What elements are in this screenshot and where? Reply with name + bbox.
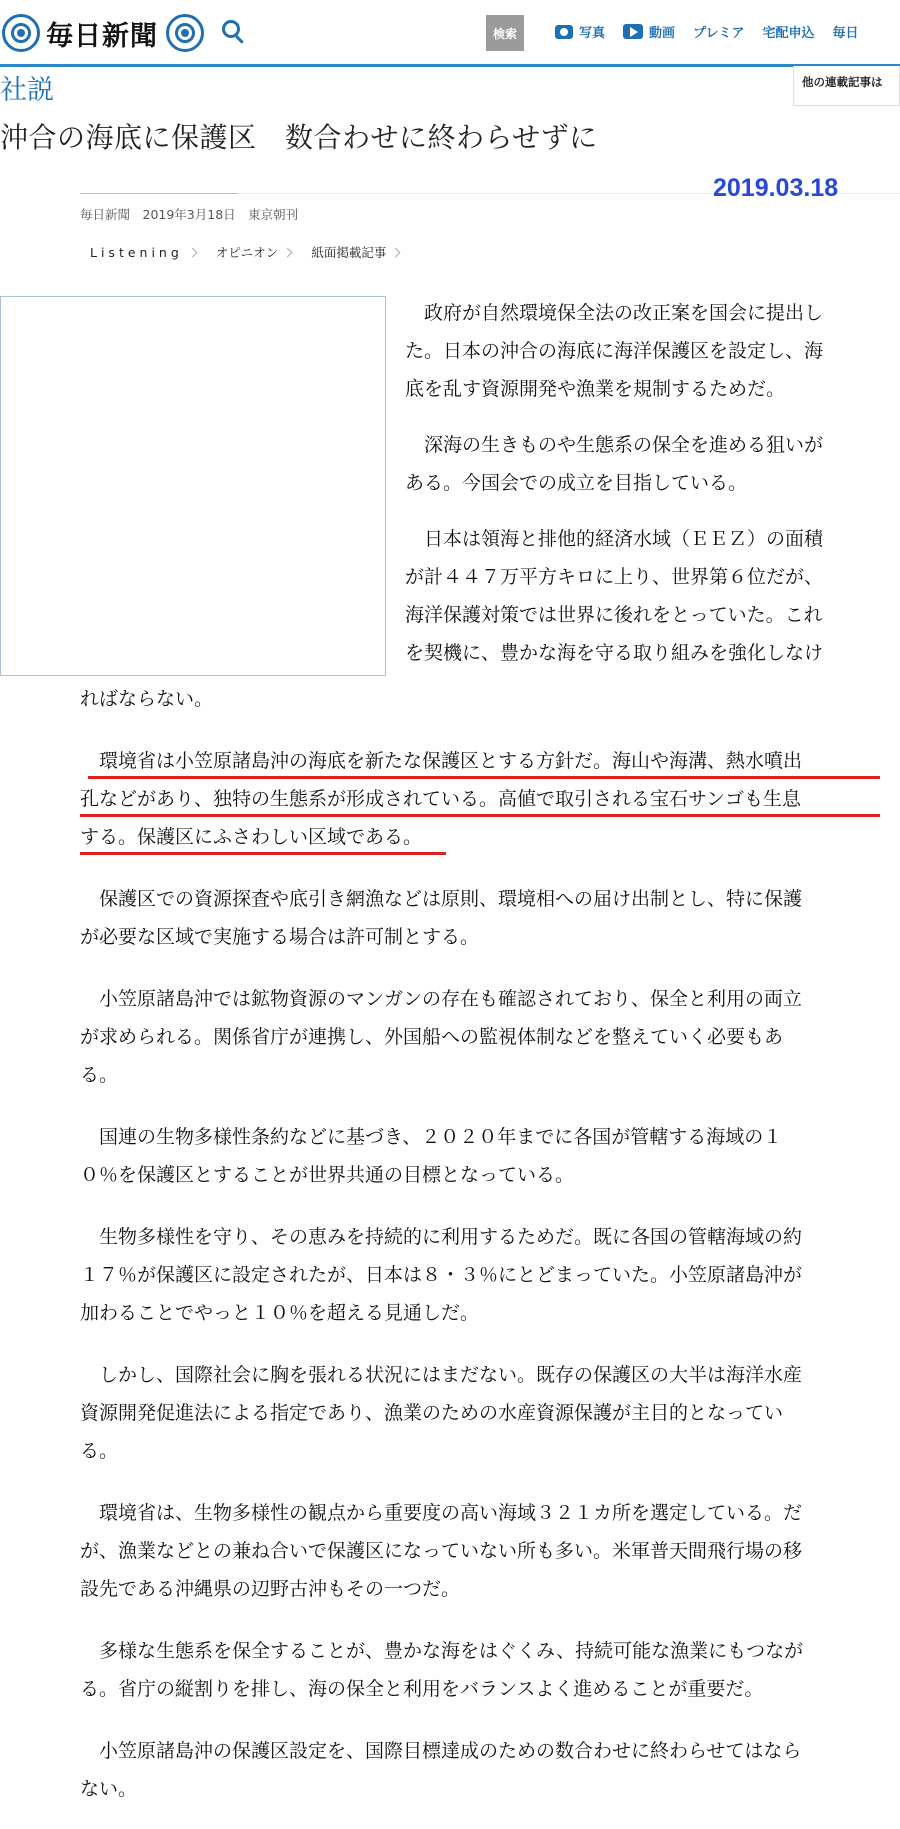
nav-photo-label: 写真 bbox=[579, 26, 606, 41]
tag-print[interactable] bbox=[311, 243, 399, 261]
article-title: 沖合の海底に保護区 数合わせに終わらせずに bbox=[0, 121, 598, 154]
nav-premier[interactable] bbox=[693, 22, 744, 41]
tag-opinion-label: オピニオン bbox=[215, 245, 279, 260]
highlight-underline bbox=[80, 814, 880, 817]
chevron-right-icon bbox=[391, 247, 401, 257]
logo-text: 毎日新聞 bbox=[46, 20, 158, 52]
paragraph-line: を契機に、豊かな海を守る取り組みを強化しなけ bbox=[405, 642, 824, 664]
paragraph-line: 深海の生きものや生態系の保全を進める狙いが bbox=[405, 434, 824, 456]
paragraph-line: 加わることでやっと１０％を超える見通しだ。 bbox=[80, 1302, 480, 1324]
paragraph-line: １７％が保護区に設定されたが、日本は８・３％にとどまっていた。小笠原諸島沖が bbox=[80, 1264, 803, 1286]
nav-photo[interactable] bbox=[555, 22, 605, 41]
tag-opinion[interactable] bbox=[216, 243, 292, 261]
paragraph-line: た。日本の沖合の海底に海洋保護区を設定し、海 bbox=[405, 340, 824, 362]
article-tags bbox=[90, 243, 419, 261]
paragraph-line: る。 bbox=[80, 1440, 119, 1462]
paragraph-line: ある。今国会での成立を目指している。 bbox=[405, 472, 748, 494]
paragraph-line: 底を乱す資源開発や漁業を規制するためだ。 bbox=[405, 378, 786, 400]
paragraph-line: 小笠原諸島沖の保護区設定を、国際目標達成のための数合わせに終わらせてはなら bbox=[80, 1740, 802, 1762]
site-logo[interactable] bbox=[2, 10, 204, 56]
paragraph-line: が求められる。関係省庁が連携し、外国船への監視体制などを整えていく必要もあ bbox=[80, 1026, 784, 1048]
paragraph-line: 保護区での資源探査や底引き網漁などは原則、環境相への届け出制とし、特に保護 bbox=[80, 888, 803, 910]
search-icon[interactable] bbox=[222, 20, 240, 38]
nav-mainichi[interactable] bbox=[833, 22, 859, 41]
highlight-underline bbox=[80, 852, 446, 855]
article-meta: 毎日新聞 2019年3月18日 東京朝刊 bbox=[80, 207, 299, 222]
paragraph-line: しかし、国際社会に胸を張れる状況にはまだない。既存の保護区の大半は海洋水産 bbox=[80, 1364, 803, 1386]
header-nav bbox=[555, 22, 877, 41]
divider bbox=[80, 193, 238, 194]
paragraph-line: 環境省は、生物多様性の観点から重要度の高い海域３２１カ所を選定している。だ bbox=[80, 1502, 803, 1524]
article-image-placeholder bbox=[0, 296, 386, 676]
nav-delivery[interactable] bbox=[763, 22, 815, 41]
video-play-icon bbox=[623, 24, 643, 39]
paragraph-line: 国連の生物多様性条約などに基づき、２０２０年までに各国が管轄する海域の１ bbox=[80, 1126, 783, 1148]
paragraph-line: が計４４７万平方キロに上り、世界第６位だが、 bbox=[405, 566, 824, 588]
paragraph-line: ない。 bbox=[80, 1778, 138, 1800]
paragraph-line: 日本は領海と排他的経済水域（ＥＥＺ）の面積 bbox=[405, 528, 824, 550]
nav-video-label: 動画 bbox=[649, 26, 676, 41]
paragraph-line: 設先である沖縄県の辺野古沖もその一つだ。 bbox=[80, 1578, 461, 1600]
tag-listening[interactable] bbox=[90, 243, 196, 261]
paragraph-line: 海洋保護対策では世界に後れをとっていた。これ bbox=[405, 604, 823, 626]
chevron-right-icon bbox=[283, 247, 293, 257]
section-label[interactable]: 社説 bbox=[0, 75, 54, 106]
tag-listening-label: Listening bbox=[90, 244, 183, 260]
paragraph-line: 孔などがあり、独特の生態系が形成されている。高値で取引される宝石サンゴも生息 bbox=[80, 788, 802, 810]
chevron-right-icon bbox=[187, 247, 197, 257]
paragraph-line: 生物多様性を守り、その恵みを持続的に利用するためだ。既に各国の管轄海域の約 bbox=[80, 1226, 803, 1248]
nav-delivery-label: 宅配申込 bbox=[762, 26, 815, 41]
search-button[interactable]: 検索 bbox=[486, 15, 524, 51]
paragraph-line: 多様な生態系を保全することが、豊かな海をはぐくみ、持続可能な漁業にもつなが bbox=[80, 1640, 804, 1662]
nav-video[interactable] bbox=[623, 22, 675, 41]
paragraph-line: 政府が自然環境保全法の改正案を国会に提出し bbox=[405, 302, 824, 324]
date-stamp: 2019.03.18 bbox=[713, 174, 839, 202]
site-header bbox=[0, 0, 900, 67]
nav-premier-label: プレミア bbox=[693, 26, 745, 41]
paragraph-line: る。省庁の縦割りを排し、海の保全と利用をバランスよく進めることが重要だ。 bbox=[80, 1678, 764, 1700]
paragraph-line: が必要な区域で実施する場合は許可制とする。 bbox=[80, 926, 480, 948]
paragraph-line: する。保護区にふさわしい区域である。 bbox=[80, 826, 423, 848]
tag-print-label: 紙面掲載記事 bbox=[311, 245, 387, 260]
logo-emblem-icon bbox=[2, 14, 40, 52]
paragraph-line: が、漁業などとの兼ね合いで保護区になっていない所も多い。米軍普天間飛行場の移 bbox=[80, 1540, 803, 1562]
series-link[interactable]: 他の連載記事は bbox=[793, 66, 900, 106]
paragraph-line: ればならない。 bbox=[80, 688, 214, 710]
nav-mainichi-label: 毎日 bbox=[832, 26, 859, 41]
paragraph-line: る。 bbox=[80, 1064, 119, 1086]
paragraph-line: ０％を保護区とすることが世界共通の目標となっている。 bbox=[80, 1164, 575, 1186]
logo-emblem-icon bbox=[166, 14, 204, 52]
highlight-underline bbox=[88, 776, 880, 779]
camera-icon bbox=[555, 25, 573, 39]
paragraph-line: 小笠原諸島沖では鉱物資源のマンガンの存在も確認されており、保全と利用の両立 bbox=[80, 988, 803, 1010]
paragraph-line: 環境省は小笠原諸島沖の海底を新たな保護区とする方針だ。海山や海溝、熱水噴出 bbox=[80, 750, 803, 772]
paragraph-line: 資源開発促進法による指定であり、漁業のための水産資源保護が主目的となってい bbox=[80, 1402, 784, 1424]
